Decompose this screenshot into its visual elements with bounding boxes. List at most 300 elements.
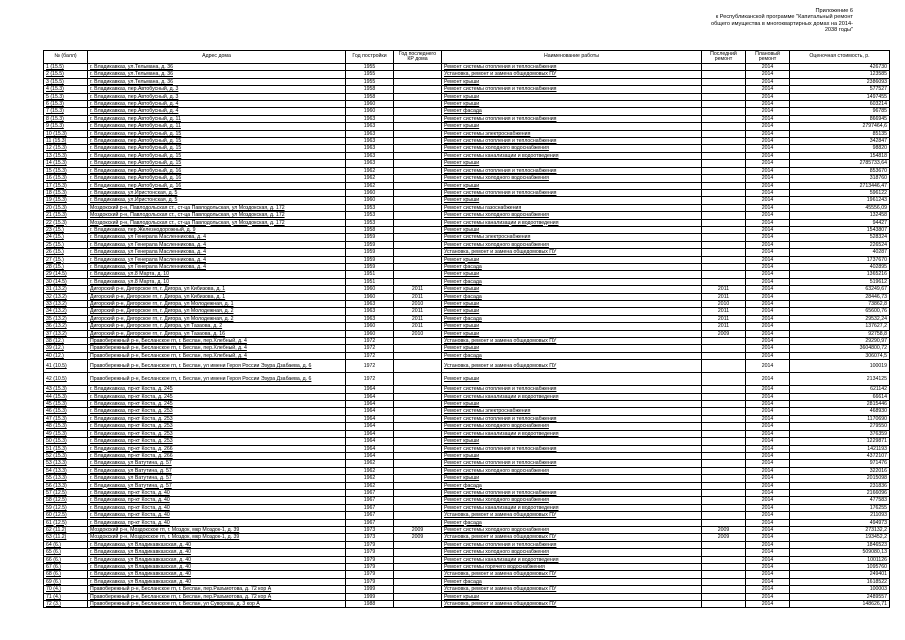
cell-work-name: Ремонт системы горячего водоснабжения — [442, 564, 702, 571]
cell-last-kr-year — [394, 249, 442, 256]
col-header-cost: Оценочная стоимость, р. — [790, 51, 890, 64]
cell-cost: 2166096 — [790, 489, 890, 496]
table-row — [44, 293, 890, 300]
cell-work-name: Ремонт крыши — [442, 123, 702, 130]
table-header-row — [44, 51, 890, 64]
cell-planned-repair: 2014 — [746, 352, 790, 359]
cell-planned-repair: 2014 — [746, 467, 790, 474]
cell-last-kr-year — [394, 519, 442, 526]
cell-work-name: Ремонт системы отопления и теплоснабжения — [442, 167, 702, 174]
cell-work-name: Ремонт системы холодного водоснабжения — [442, 423, 702, 430]
cell-build-year: 1963 — [346, 138, 394, 145]
col-header-planned-repair: Плановый ремонт — [746, 51, 790, 64]
cell-last-kr-year — [394, 578, 442, 585]
cell-planned-repair: 2014 — [746, 219, 790, 226]
cell-build-year: 1967 — [346, 519, 394, 526]
cell-row-number: 43 (15.3) — [44, 386, 88, 393]
cell-work-name: Ремонт системы отопления и теплоснабжения — [442, 86, 702, 93]
cell-row-number: 42 (10.5) — [44, 373, 88, 386]
cell-last-repair — [702, 160, 746, 167]
table-row — [44, 197, 890, 204]
table-row — [44, 512, 890, 519]
cell-cost: 231836 — [790, 482, 890, 489]
table-row — [44, 152, 890, 159]
cell-last-kr-year — [394, 175, 442, 182]
cell-cost: 426730 — [790, 64, 890, 71]
cell-work-name: Ремонт системы холодного водоснабжения — [442, 467, 702, 474]
cell-row-number: 14 (15.3) — [44, 160, 88, 167]
cell-cost: 226524 — [790, 241, 890, 248]
cell-address: Моздокский р-н, Павлодольская ст., ст-ца Павлодольская, ул Моздокская, д. 172 — [88, 204, 346, 211]
cell-address: г. Владикавказ, ул Ватутина, д. 57 — [88, 475, 346, 482]
cell-row-number: 19 (15.3) — [44, 197, 88, 204]
cell-last-kr-year — [394, 489, 442, 496]
table-row — [44, 315, 890, 322]
cell-work-name: Ремонт системы отопления и теплоснабжения — [442, 64, 702, 71]
table-row — [44, 541, 890, 548]
cell-build-year: 1964 — [346, 401, 394, 408]
cell-work-name: Ремонт крыши — [442, 301, 702, 308]
cell-planned-repair: 2014 — [746, 182, 790, 189]
cell-last-repair — [702, 130, 746, 137]
cell-build-year: 1962 — [346, 482, 394, 489]
cell-build-year: 1964 — [346, 408, 394, 415]
cell-work-name: Ремонт крыши — [442, 226, 702, 233]
table-row — [44, 519, 890, 526]
cell-planned-repair: 2014 — [746, 93, 790, 100]
cell-last-kr-year — [394, 512, 442, 519]
cell-planned-repair: 2014 — [746, 286, 790, 293]
cell-cost: 971476 — [790, 460, 890, 467]
cell-cost: 577527 — [790, 86, 890, 93]
cell-last-kr-year: 2011 — [394, 293, 442, 300]
cell-address: Правобережный р-н, Бесланское гп, г. Беслан, ул имени Героя России Эзура Дзабаева, д. 6 — [88, 373, 346, 386]
cell-last-repair — [702, 482, 746, 489]
cell-cost: 45556,09 — [790, 204, 890, 211]
cell-row-number: 37 (13.2) — [44, 330, 88, 337]
cell-cost: 96785 — [790, 108, 890, 115]
cell-planned-repair: 2014 — [746, 115, 790, 122]
cell-planned-repair: 2014 — [746, 226, 790, 233]
cell-planned-repair: 2014 — [746, 452, 790, 459]
cell-cost: 154818 — [790, 152, 890, 159]
cell-address: Дигорский р-н, Дигорское гп, г. Дигора, ул Тазаова, д. 2 — [88, 323, 346, 330]
cell-last-repair: 2009 — [702, 526, 746, 533]
cell-last-kr-year — [394, 504, 442, 511]
cell-last-repair — [702, 138, 746, 145]
cell-planned-repair: 2014 — [746, 393, 790, 400]
cell-last-kr-year — [394, 352, 442, 359]
cell-address: г. Владикавказ, ул.Иристонская, д. 5 — [88, 197, 346, 204]
cell-last-kr-year — [394, 360, 442, 373]
cell-last-kr-year — [394, 115, 442, 122]
table-row — [44, 241, 890, 248]
cell-row-number: 54 (13.3) — [44, 467, 88, 474]
cell-last-repair — [702, 452, 746, 459]
cell-cost: 63249,67 — [790, 286, 890, 293]
cell-last-repair — [702, 541, 746, 548]
cell-last-repair: 2011 — [702, 323, 746, 330]
cell-last-kr-year — [394, 234, 442, 241]
table-row — [44, 373, 890, 386]
cell-last-kr-year — [394, 415, 442, 422]
cell-row-number: 5 (15.3) — [44, 93, 88, 100]
cell-address: г. Владикавказ, ул Владикавказская, д. 40 — [88, 571, 346, 578]
cell-row-number: 70 (4.) — [44, 586, 88, 593]
cell-row-number: 10 (15.3) — [44, 130, 88, 137]
cell-row-number: 26 (15.) — [44, 249, 88, 256]
cell-build-year: 1963 — [346, 315, 394, 322]
cell-planned-repair: 2014 — [746, 430, 790, 437]
cell-work-name: Ремонт системы канализации и водоотведения — [442, 430, 702, 437]
cell-address: г. Владикавказ, ул Ватутина, д. 57 — [88, 460, 346, 467]
table-row — [44, 219, 890, 226]
cell-last-repair — [702, 445, 746, 452]
cell-last-kr-year — [394, 452, 442, 459]
cell-address: г. Владикавказ, пер.Автобусный, д. 15 — [88, 160, 346, 167]
cell-address: г. Владикавказ, ул.8 Марта, д. 10 — [88, 278, 346, 285]
table-row — [44, 115, 890, 122]
table-row — [44, 271, 890, 278]
cell-work-name: Ремонт системы электроснабжения — [442, 130, 702, 137]
cell-row-number: 68 (6.) — [44, 571, 88, 578]
cell-cost: 40287 — [790, 249, 890, 256]
cell-last-kr-year — [394, 160, 442, 167]
table-row — [44, 167, 890, 174]
cell-planned-repair: 2014 — [746, 130, 790, 137]
cell-cost: 853670 — [790, 167, 890, 174]
cell-work-name: Установка, ремонт и замена общедомовых ПУ — [442, 360, 702, 373]
cell-planned-repair: 2014 — [746, 197, 790, 204]
cell-last-repair — [702, 189, 746, 196]
cell-work-name: Установка, ремонт и замена общедомовых ПУ — [442, 512, 702, 519]
cell-address: г. Владикавказ, пр-кт Коста, д. 40 — [88, 497, 346, 504]
cell-row-number: 49 (15.3) — [44, 430, 88, 437]
cell-build-year: 1964 — [346, 415, 394, 422]
cell-cost: 1001126 — [790, 556, 890, 563]
cell-last-kr-year — [394, 497, 442, 504]
cell-cost: 621142 — [790, 386, 890, 393]
cell-last-kr-year — [394, 197, 442, 204]
cell-build-year: 1960 — [346, 286, 394, 293]
cell-cost: 1543807 — [790, 226, 890, 233]
cell-build-year: 1964 — [346, 438, 394, 445]
cell-cost: 494973 — [790, 519, 890, 526]
cell-work-name: Ремонт системы отопления и теплоснабжения — [442, 415, 702, 422]
cell-cost: 342847 — [790, 138, 890, 145]
cell-work-name: Установка, ремонт и замена общедомовых ПУ — [442, 71, 702, 78]
table-row — [44, 175, 890, 182]
cell-work-name: Ремонт крыши — [442, 197, 702, 204]
table-row — [44, 338, 890, 345]
cell-address: г. Владикавказ, пер.Автобусный, д. 15 — [88, 138, 346, 145]
cell-cost: 4372107 — [790, 452, 890, 459]
cell-build-year: 1958 — [346, 93, 394, 100]
cell-address: г. Владикавказ, пер.Автобусный, д. 15 — [88, 130, 346, 137]
cell-last-kr-year: 2011 — [394, 308, 442, 315]
cell-last-kr-year — [394, 189, 442, 196]
cell-last-repair — [702, 86, 746, 93]
cell-planned-repair: 2014 — [746, 512, 790, 519]
table-row — [44, 301, 890, 308]
cell-cost: 306074,5 — [790, 352, 890, 359]
cell-last-kr-year — [394, 467, 442, 474]
cell-last-repair — [702, 219, 746, 226]
table-row — [44, 386, 890, 393]
cell-row-number: 16 (15.3) — [44, 175, 88, 182]
cell-work-name: Ремонт крыши — [442, 345, 702, 352]
cell-address: г. Владикавказ, ул Генерала Масленникова, д. 4 — [88, 234, 346, 241]
table-row — [44, 64, 890, 71]
cell-row-number: 40 (12.) — [44, 352, 88, 359]
cell-last-kr-year — [394, 475, 442, 482]
cell-cost: 29532,24 — [790, 315, 890, 322]
cell-build-year: 1958 — [346, 86, 394, 93]
table-row — [44, 323, 890, 330]
cell-last-repair — [702, 271, 746, 278]
cell-cost: 193452,2 — [790, 534, 890, 541]
cell-last-kr-year — [394, 71, 442, 78]
cell-row-number: 3 (15.5) — [44, 78, 88, 85]
cell-last-kr-year: 2009 — [394, 526, 442, 533]
cell-last-repair — [702, 204, 746, 211]
cell-row-number: 30 (14.5) — [44, 278, 88, 285]
cell-build-year: 1964 — [346, 445, 394, 452]
cell-last-kr-year — [394, 101, 442, 108]
cell-cost: 477583 — [790, 497, 890, 504]
cell-address: г. Владикавказ, пер.Автобусный, д. 15 — [88, 152, 346, 159]
table-row — [44, 345, 890, 352]
cell-address: г. Владикавказ, пр-кт Коста, д. 40 — [88, 504, 346, 511]
cell-build-year: 1960 — [346, 293, 394, 300]
cell-last-repair: 2010 — [702, 301, 746, 308]
cell-work-name: Ремонт системы холодного водоснабжения — [442, 526, 702, 533]
cell-last-kr-year — [394, 423, 442, 430]
cell-last-kr-year: 2010 — [394, 301, 442, 308]
cell-cost: 176255 — [790, 504, 890, 511]
cell-row-number: 59 (12.5) — [44, 504, 88, 511]
cell-last-repair: 2011 — [702, 293, 746, 300]
cell-last-repair — [702, 415, 746, 422]
cell-row-number: 17 (15.3) — [44, 182, 88, 189]
cell-planned-repair: 2014 — [746, 438, 790, 445]
table-row — [44, 182, 890, 189]
cell-planned-repair: 2014 — [746, 123, 790, 130]
cell-work-name: Ремонт крыши — [442, 373, 702, 386]
cell-last-repair — [702, 93, 746, 100]
cell-last-repair — [702, 475, 746, 482]
cell-last-repair — [702, 108, 746, 115]
cell-address: Правобережный р-н, Бесланское гп, г. Беслан, пер.Хлебный, д. 4 — [88, 352, 346, 359]
cell-work-name: Ремонт крыши — [442, 452, 702, 459]
cell-last-kr-year — [394, 226, 442, 233]
cell-work-name: Ремонт крыши — [442, 182, 702, 189]
cell-last-kr-year: 2011 — [394, 315, 442, 322]
cell-build-year: 1955 — [346, 71, 394, 78]
cell-cost: 318760 — [790, 175, 890, 182]
cell-last-repair — [702, 175, 746, 182]
cell-work-name: Ремонт системы холодного водоснабжения — [442, 212, 702, 219]
cell-work-name: Установка, ремонт и замена общедомовых ПУ — [442, 601, 702, 608]
cell-row-number: 48 (15.3) — [44, 423, 88, 430]
cell-address: г. Владикавказ, ул.Тельмана, д. 36 — [88, 64, 346, 71]
cell-build-year: 1960 — [346, 197, 394, 204]
cell-build-year: 1964 — [346, 452, 394, 459]
table-row — [44, 504, 890, 511]
cell-cost: 123585 — [790, 71, 890, 78]
appendix-line: общего имущества в многоквартирных домах на 2014- — [710, 20, 853, 27]
cell-cost: 1170690 — [790, 415, 890, 422]
cell-last-repair — [702, 438, 746, 445]
cell-last-kr-year — [394, 167, 442, 174]
cell-address: Правобережный р-н, Бесланское гп, г. Беслан, ул имени Героя России Эзура Дзабаева, д. 6 — [88, 360, 346, 373]
cell-last-repair — [702, 360, 746, 373]
cell-cost: 1618522 — [790, 578, 890, 585]
cell-last-repair — [702, 212, 746, 219]
table-row — [44, 160, 890, 167]
cell-cost: 273132,2 — [790, 526, 890, 533]
cell-last-repair — [702, 578, 746, 585]
cell-last-repair — [702, 115, 746, 122]
cell-row-number: 63 (11.2) — [44, 534, 88, 541]
cell-last-repair — [702, 71, 746, 78]
table-row — [44, 445, 890, 452]
cell-build-year: 1963 — [346, 145, 394, 152]
cell-row-number: 1 (15.5) — [44, 64, 88, 71]
cell-address: г. Владикавказ, пер.Автобусный, д. 4 — [88, 108, 346, 115]
cell-build-year: 1963 — [346, 308, 394, 315]
cell-build-year: 1979 — [346, 571, 394, 578]
cell-build-year: 1962 — [346, 182, 394, 189]
cell-planned-repair: 2014 — [746, 189, 790, 196]
cell-build-year: 1959 — [346, 256, 394, 263]
cell-work-name: Ремонт фасада — [442, 108, 702, 115]
cell-work-name: Ремонт системы отопления и теплоснабжения — [442, 489, 702, 496]
cell-address: г. Владикавказ, пр-кт Коста, д. 266 — [88, 445, 346, 452]
cell-work-name: Ремонт системы электроснабжения — [442, 408, 702, 415]
cell-address: Правобережный р-н, Бесланское гп, г. Беслан, пер.Хлебный, д. 4 — [88, 338, 346, 345]
table-row — [44, 278, 890, 285]
cell-cost: 402895 — [790, 263, 890, 270]
table-row — [44, 286, 890, 293]
cell-build-year: 1964 — [346, 393, 394, 400]
cell-last-repair — [702, 145, 746, 152]
cell-address: г. Владикавказ, пер.Железнодорожный, д. 9 — [88, 226, 346, 233]
cell-address: г. Владикавказ, ул Владикавказская, д. 40 — [88, 564, 346, 571]
cell-address: г. Владикавказ, ул.Иристонская, д. 5 — [88, 189, 346, 196]
cell-address: Дигорский р-н, Дигорское гп, г. Дигора, ул Тазаова, д. 16 — [88, 330, 346, 337]
cell-planned-repair: 2014 — [746, 564, 790, 571]
cell-row-number: 24 (15.) — [44, 234, 88, 241]
cell-work-name: Ремонт фасада — [442, 315, 702, 322]
table-row — [44, 556, 890, 563]
cell-cost: 148626,71 — [790, 601, 890, 608]
cell-row-number: 45 (15.3) — [44, 401, 88, 408]
cell-cost: 2785733,64 — [790, 160, 890, 167]
cell-address: Дигорский р-н, Дигорское гп, г. Дигора, ул Кибизова, д. 1 — [88, 286, 346, 293]
cell-row-number: 53 (13.3) — [44, 460, 88, 467]
cell-address: Правобережный р-н, Бесланское гп, г. Беслан, пер.Хлебный, д. 4 — [88, 345, 346, 352]
cell-build-year: 1953 — [346, 204, 394, 211]
cell-cost: 65600,76 — [790, 308, 890, 315]
cell-planned-repair: 2014 — [746, 601, 790, 608]
cell-row-number: 27 (15.) — [44, 256, 88, 263]
cell-cost: 2134125 — [790, 373, 890, 386]
cell-cost: 2386093 — [790, 78, 890, 85]
cell-address: г. Владикавказ, пер.Автобусный, д. 3 — [88, 93, 346, 100]
cell-address: Дигорский р-н, Дигорское гп, г. Дигора, ул Молодежная, д. 1 — [88, 301, 346, 308]
cell-last-repair — [702, 352, 746, 359]
cell-last-repair — [702, 512, 746, 519]
cell-cost: 1095760 — [790, 564, 890, 571]
table-row — [44, 108, 890, 115]
cell-last-kr-year: 2011 — [394, 323, 442, 330]
cell-address: г. Владикавказ, ул Владикавказская, д. 40 — [88, 549, 346, 556]
cell-work-name: Ремонт системы отопления и теплоснабжения — [442, 460, 702, 467]
cell-last-kr-year — [394, 586, 442, 593]
cell-last-repair — [702, 423, 746, 430]
cell-planned-repair: 2014 — [746, 401, 790, 408]
table-row — [44, 123, 890, 130]
cell-planned-repair: 2014 — [746, 460, 790, 467]
cell-planned-repair: 2014 — [746, 175, 790, 182]
cell-planned-repair: 2014 — [746, 263, 790, 270]
cell-row-number: 61 (12.5) — [44, 519, 88, 526]
cell-last-kr-year — [394, 593, 442, 600]
cell-build-year: 1967 — [346, 497, 394, 504]
cell-cost: 132458 — [790, 212, 890, 219]
cell-address: г. Владикавказ, пер.Автобусный, д. 16 — [88, 167, 346, 174]
cell-work-name: Ремонт крыши — [442, 256, 702, 263]
table-row — [44, 212, 890, 219]
cell-planned-repair: 2014 — [746, 241, 790, 248]
cell-row-number: 44 (15.3) — [44, 393, 88, 400]
cell-address: Правобережный р-н, Бесланское гп, г. Беслан, ул Суворова, д. 3 кор А — [88, 601, 346, 608]
cell-planned-repair: 2014 — [746, 415, 790, 422]
col-header-number: № (балл) — [44, 51, 88, 64]
cell-address: г. Владикавказ, пер.Автобусный, д. 15 — [88, 145, 346, 152]
cell-cost: 509080,13 — [790, 549, 890, 556]
cell-planned-repair: 2014 — [746, 489, 790, 496]
table-row — [44, 460, 890, 467]
cell-cost: 137627,2 — [790, 323, 890, 330]
table-row — [44, 138, 890, 145]
cell-build-year: 1964 — [346, 430, 394, 437]
table-row — [44, 401, 890, 408]
appendix-line: 2038 годы" — [824, 27, 853, 34]
cell-work-name: Ремонт крыши — [442, 330, 702, 337]
cell-address: г. Владикавказ, пр-кт Коста, д. 245 — [88, 386, 346, 393]
appendix-line: к Республиканской программе "Капитальный ремонт — [715, 14, 853, 21]
cell-work-name: Ремонт системы холодного водоснабжения — [442, 175, 702, 182]
cell-last-repair — [702, 78, 746, 85]
cell-planned-repair: 2014 — [746, 108, 790, 115]
cell-row-number: 21 (15.3) — [44, 212, 88, 219]
cell-planned-repair: 2014 — [746, 386, 790, 393]
cell-build-year: 1963 — [346, 301, 394, 308]
cell-last-kr-year — [394, 373, 442, 386]
cell-cost: 468930 — [790, 408, 890, 415]
cell-row-number: 33 (13.2) — [44, 301, 88, 308]
cell-last-repair — [702, 401, 746, 408]
cell-row-number: 13 (15.3) — [44, 152, 88, 159]
cell-build-year: 1962 — [346, 467, 394, 474]
cell-planned-repair: 2014 — [746, 234, 790, 241]
cell-work-name: Ремонт системы отопления и теплоснабжения — [442, 189, 702, 196]
cell-planned-repair: 2014 — [746, 64, 790, 71]
cell-work-name: Ремонт фасада — [442, 278, 702, 285]
cell-cost: 1365216 — [790, 271, 890, 278]
